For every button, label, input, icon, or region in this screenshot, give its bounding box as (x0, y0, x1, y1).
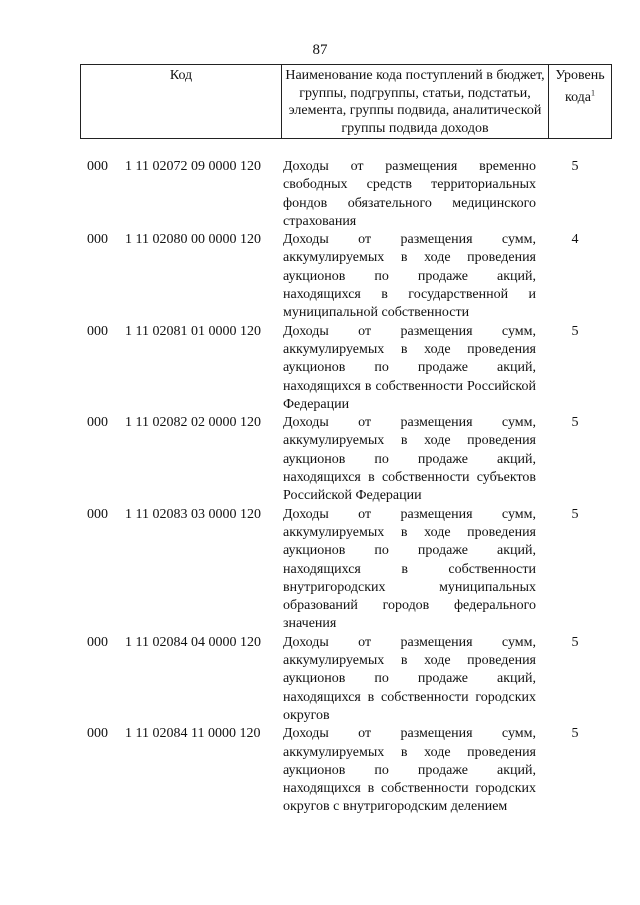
row-income-code: 1 11 02081 01 0000 120 (125, 323, 261, 339)
row-level: 5 (571, 159, 579, 174)
row-income-code: 1 11 02083 03 0000 120 (125, 506, 261, 522)
row-level: 4 (571, 232, 579, 248)
row-admin-code: 000 (87, 726, 108, 742)
row-level: 5 (571, 726, 579, 742)
table-row (80, 414, 600, 505)
table-row (80, 725, 600, 816)
header-level (549, 65, 612, 139)
header-name-label: Наименование кода поступлений в бюджет, группы, подгруппы, статьи, подстатьи, элемента, группы подвида, аналитической группы подвида доходов (285, 68, 545, 136)
row-level: 5 (571, 634, 579, 650)
header-code-label: Код (169, 68, 193, 83)
row-admin-code: 000 (87, 159, 108, 174)
header-code (81, 65, 282, 139)
row-admin-code: 000 (87, 232, 108, 248)
table-body (80, 158, 600, 817)
row-level: 5 (571, 415, 579, 431)
row-level: 5 (571, 323, 579, 339)
row-description: Доходы от размещения сумм, аккумулируемых в ходе проведения аукционов по продаже акций, находящихся в собственности городских округов с внутригородским делением (283, 726, 536, 815)
table-row (80, 231, 600, 322)
table-row (80, 323, 600, 414)
table-row (80, 158, 600, 231)
header-level-footnote: 1 (591, 88, 596, 98)
row-description: Доходы от размещения сумм, аккумулируемых в ходе проведения аукционов по продаже акций, находящихся в собственности Российской Федерации (283, 323, 536, 412)
row-admin-code: 000 (87, 506, 108, 522)
row-income-code: 1 11 02080 00 0000 120 (125, 232, 261, 248)
row-description: Доходы от размещения сумм, аккумулируемых в ходе проведения аукционов по продаже акций, находящихся в собственности субъектов Российской Федерации (283, 415, 536, 504)
row-admin-code: 000 (87, 415, 108, 431)
row-description: Доходы от размещения сумм, аккумулируемых в ходе проведения аукционов по продаже акций, находящихся в собственности городских округов (283, 634, 536, 723)
row-admin-code: 000 (87, 323, 108, 339)
header-name (282, 65, 549, 139)
row-description: Доходы от размещения сумм, аккумулируемых в ходе проведения аукционов по продаже акций, находящихся в государственной и муниципальной собственности (283, 232, 536, 321)
row-income-code: 1 11 02084 04 0000 120 (125, 634, 261, 650)
table-row (80, 506, 600, 634)
row-level: 5 (571, 506, 579, 522)
row-admin-code: 000 (87, 634, 108, 650)
table-header (80, 64, 612, 139)
table-row (80, 634, 600, 725)
row-description: Доходы от размещения временно свободных средств территориальных фондов обязательного медицинского страхования (283, 159, 536, 229)
row-income-code: 1 11 02084 11 0000 120 (125, 726, 261, 742)
header-level-label: Уровень кода (555, 68, 605, 106)
row-income-code: 1 11 02082 02 0000 120 (125, 415, 261, 431)
row-description: Доходы от размещения сумм, аккумулируемых в ходе проведения аукционов по продаже акций, находящихся в собственности внутригородских муниципальных образований городов федерального значения (283, 506, 536, 632)
page-number: 87 (312, 42, 328, 58)
row-income-code: 1 11 02072 09 0000 120 (125, 159, 261, 174)
header-level-wrap (555, 68, 604, 105)
